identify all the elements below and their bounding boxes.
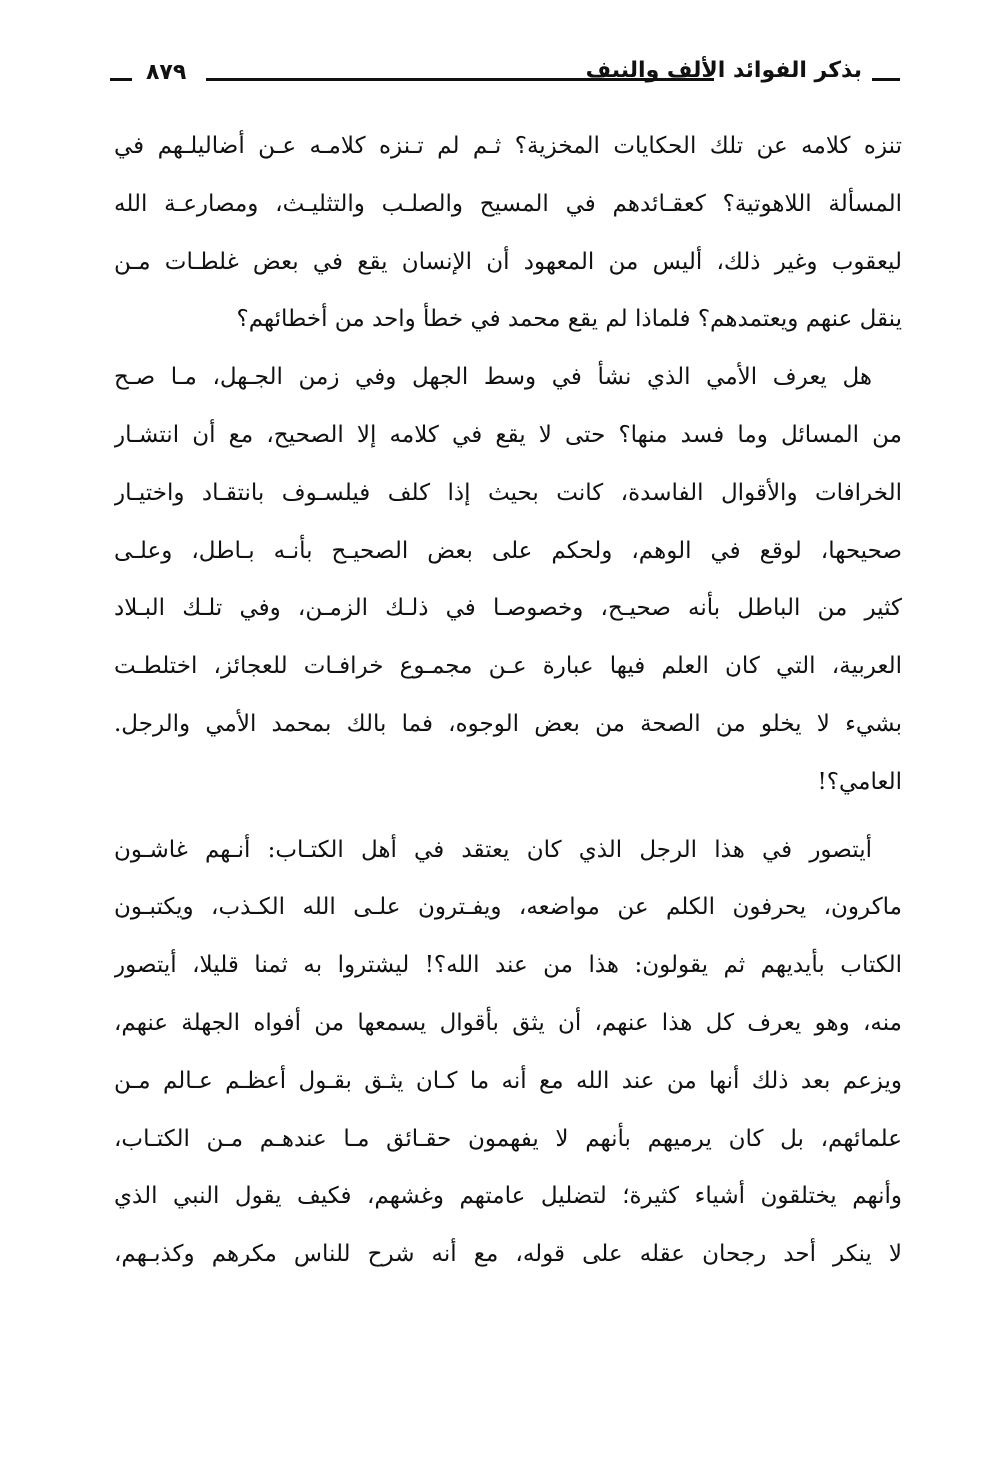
text-line: ويزعم بعد ذلك أنها من عند الله مع أنه ما كـان يثـق بقـول أعظـم عـالم مـن <box>114 1067 902 1094</box>
text-line: ينقل عنهم ويعتمدهم؟ فلماذا لم يقع محمد في خطأ واحد من أخطائهم؟ <box>236 306 902 333</box>
text-line: وأنهم يختلقون أشياء كثيرة؛ لتضليل عامتهم وغشهم، فكيف يقول النبي الذي <box>114 1183 902 1210</box>
text-line: بشيء لا يخلو من الصحة من بعض الوجوه، فما بالك بمحمد الأمي والرجل. <box>114 710 902 737</box>
text-line: تنزه كلامه عن تلك الحكايات المخزية؟ ثـم لم تـنزه كلامـه عـن أضاليلـهم في <box>114 133 902 159</box>
text-line: صحيحها، لوقع في الوهم، ولحكم على بعض الصحيـح بأنـه بـاطل، وعلـى <box>114 537 902 564</box>
paragraph-gap <box>114 812 902 822</box>
text-line: كثير من الباطل بأنه صحيـح، وخصوصـا في ذلـك الزمـن، وفي تلـك البـلاد <box>114 595 902 622</box>
text-line: المسألة اللاهوتية؟ كعقـائدهم في المسيح والصلـب والتثليـث، ومصارعـة الله <box>114 190 902 217</box>
body-text <box>114 118 902 1284</box>
header-dash-left <box>110 78 132 81</box>
text-line: الخرافات والأقوال الفاسدة، كانت بحيث إذا كلف فيلسـوف بانتقـاد واختيـار <box>114 479 902 506</box>
text-line: علمائهم، بل كان يرميهم بأنهم لا يفهمون حقـائق مـا عندهـم مـن الكتـاب، <box>114 1125 902 1152</box>
text-line: العامي؟! <box>817 768 902 795</box>
text-line: العربية، التي كان العلم فيها عبارة عـن مجمـوع خرافـات للعجائز، اختلطـت <box>114 653 902 680</box>
running-header <box>110 58 900 98</box>
text-line: لا ينكر أحد رجحان عقله على قوله، مع أنه شرح للناس مكرهم وكذبـهم، <box>114 1241 902 1268</box>
text-line: منه، وهو يعرف كل هذا عنهم، أن يثق بأقوال يسمعها من أفواه الجهلة عنهم، <box>114 1009 902 1036</box>
text-line: من المسائل وما فسد منها؟ حتى لا يقع في كلامه إلا الصحيح، مع أن انتشـار <box>114 421 902 448</box>
text-line: أيتصور في هذا الرجل الذي كان يعتقد في أهل الكتـاب: أنـهم غاشـون <box>114 836 872 863</box>
running-title: بذكر الفوائد الألف والنيف <box>585 58 862 83</box>
text-line: ماكرون، يحرفون الكلم عن مواضعه، ويفـترون علـى الله الكـذب، ويكتبـون <box>114 894 902 921</box>
text-line: ليعقوب وغير ذلك، أليس من المعهود أن الإنسان يقع في بعض غلطـات مـن <box>114 248 902 275</box>
text-line: هل يعرف الأمي الذي نشأ في وسط الجهل وفي زمن الجـهل، مـا صـح <box>114 364 872 391</box>
header-dash-right <box>872 78 900 81</box>
page-number: ٨٧٩ <box>146 60 187 85</box>
text-line: الكتاب بأيديهم ثم يقولون: هذا من عند الله؟! ليشتروا به ثمنا قليلا، أيتصور <box>114 952 902 979</box>
